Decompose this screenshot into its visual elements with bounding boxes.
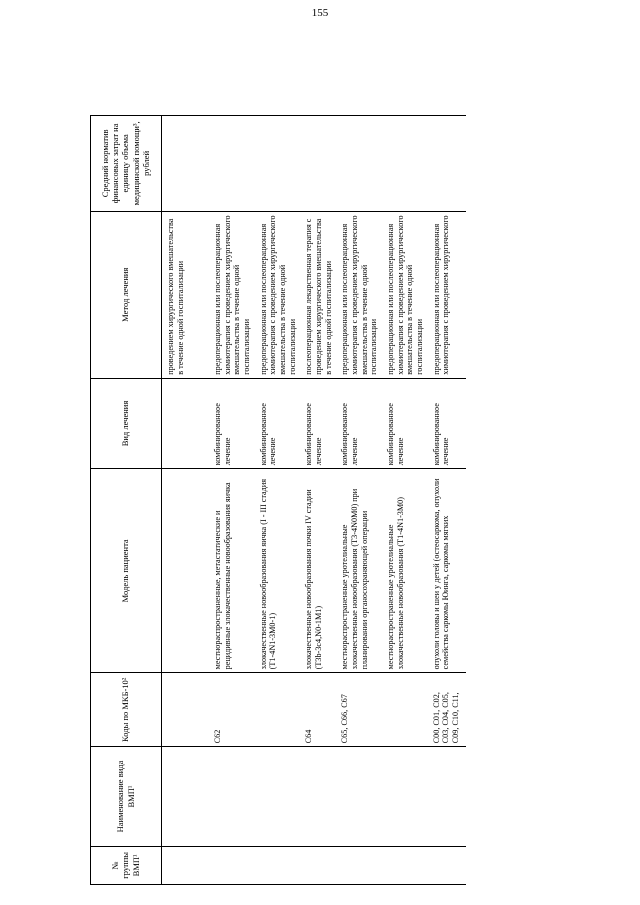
cell-codes: C62 (211, 673, 257, 747)
treatment-table-rotated (90, 115, 610, 885)
cell-cost (162, 116, 212, 212)
cell-codes: C64 (302, 673, 338, 747)
cell-method: предоперационная или послеоперационная химиотерапия с проведением хирургического вмешательства в течение одной госпитализации (384, 211, 430, 378)
table-row (162, 116, 212, 885)
cell-model (162, 469, 212, 673)
cell-cost (384, 116, 430, 212)
cell-name (162, 747, 212, 846)
cell-group (302, 846, 338, 884)
cell-codes (384, 673, 430, 747)
cell-method: проведением хирургического вмешательства в течение одной госпитализации (162, 211, 212, 378)
cell-method: предоперационная или послеоперационная химиотерапия с проведением хирургического вмешательства в течение одной госпитализации (211, 211, 257, 378)
cell-cost (302, 116, 338, 212)
cell-model: опухоли головы и шеи у детей (остеосаркома, опухоли семейства саркомы Юинга, саркомы мягких (430, 469, 466, 673)
cell-name (302, 747, 338, 846)
cell-group (162, 846, 212, 884)
cell-group (257, 846, 303, 884)
cell-name (211, 747, 257, 846)
cell-cost (257, 116, 303, 212)
cell-codes (257, 673, 303, 747)
header-treatment-type: Вид лечения (91, 378, 162, 469)
header-treatment-method: Метод лечения (91, 211, 162, 378)
cell-name (430, 747, 466, 846)
table-header-row (91, 116, 162, 885)
header-vmp-name: Наименование вида ВМП¹ (91, 747, 162, 846)
cell-name (338, 747, 384, 846)
table-row (430, 116, 466, 885)
cell-type: комбинированное лечение (302, 378, 338, 469)
cell-type (162, 378, 212, 469)
cell-method: предоперационная или послеоперационная химиотерапия с проведением хирургического вмешательства в течение одной госпитализации (257, 211, 303, 378)
table-row (338, 116, 384, 885)
cell-type: комбинированное лечение (338, 378, 384, 469)
cell-group (430, 846, 466, 884)
cell-cost (338, 116, 384, 212)
table-row (302, 116, 338, 885)
cell-type: комбинированное лечение (257, 378, 303, 469)
cell-group (211, 846, 257, 884)
cell-model: местнораспространенные, метастатические и рецидивные злокачественные новообразования яичка (211, 469, 257, 673)
cell-cost (430, 116, 466, 212)
table-row (257, 116, 303, 885)
cell-group (338, 846, 384, 884)
cell-type: комбинированное лечение (430, 378, 466, 469)
cell-type: комбинированное лечение (211, 378, 257, 469)
cell-codes: C65, C66, C67 (338, 673, 384, 747)
cell-cost (211, 116, 257, 212)
page-number: 155 (311, 7, 329, 19)
table-row (211, 116, 257, 885)
cell-group (384, 846, 430, 884)
cell-name (384, 747, 430, 846)
treatment-table (90, 115, 466, 885)
cell-model: злокачественные новообразования яичка (I - III стадия (T1-4N1-3M0-1) (257, 469, 303, 673)
cell-method: предоперационная или послеоперационная химиотерапия с проведением хирургического (430, 211, 466, 378)
cell-model: местнораспространенные уротелиальные злокачественные новообразования (T1-4N1-3M0) (384, 469, 430, 673)
header-cost: Средний норматив финансовых затрат на единицу объема медицинской помощи³, рублей (91, 116, 162, 212)
header-icd-codes: Коды по МКБ-10² (91, 673, 162, 747)
cell-model: злокачественные новообразования почки IV стадии (T3b-3c4,N0-1M1) (302, 469, 338, 673)
cell-name (257, 747, 303, 846)
cell-codes: C00, C01, C02, C03, C04, C05, C09, C10, C11, (430, 673, 466, 747)
cell-type: комбинированное лечение (384, 378, 430, 469)
cell-codes (162, 673, 212, 747)
header-group-no: № группы ВМП¹ (91, 846, 162, 884)
table-row (384, 116, 430, 885)
cell-model: местнораспространенные уротелиальные злокачественные новообразования (T3-4N0M0) при планировании органосохраняющей операции (338, 469, 384, 673)
header-patient-model: Модель пациента (91, 469, 162, 673)
cell-method: предоперационная или послеоперационная химиотерапия с проведением хирургического вмешательства в течение одной госпитализации (338, 211, 384, 378)
cell-method: послеоперационная лекарственная терапия с проведением хирургического вмешательства в течение одной госпитализации (302, 211, 338, 378)
